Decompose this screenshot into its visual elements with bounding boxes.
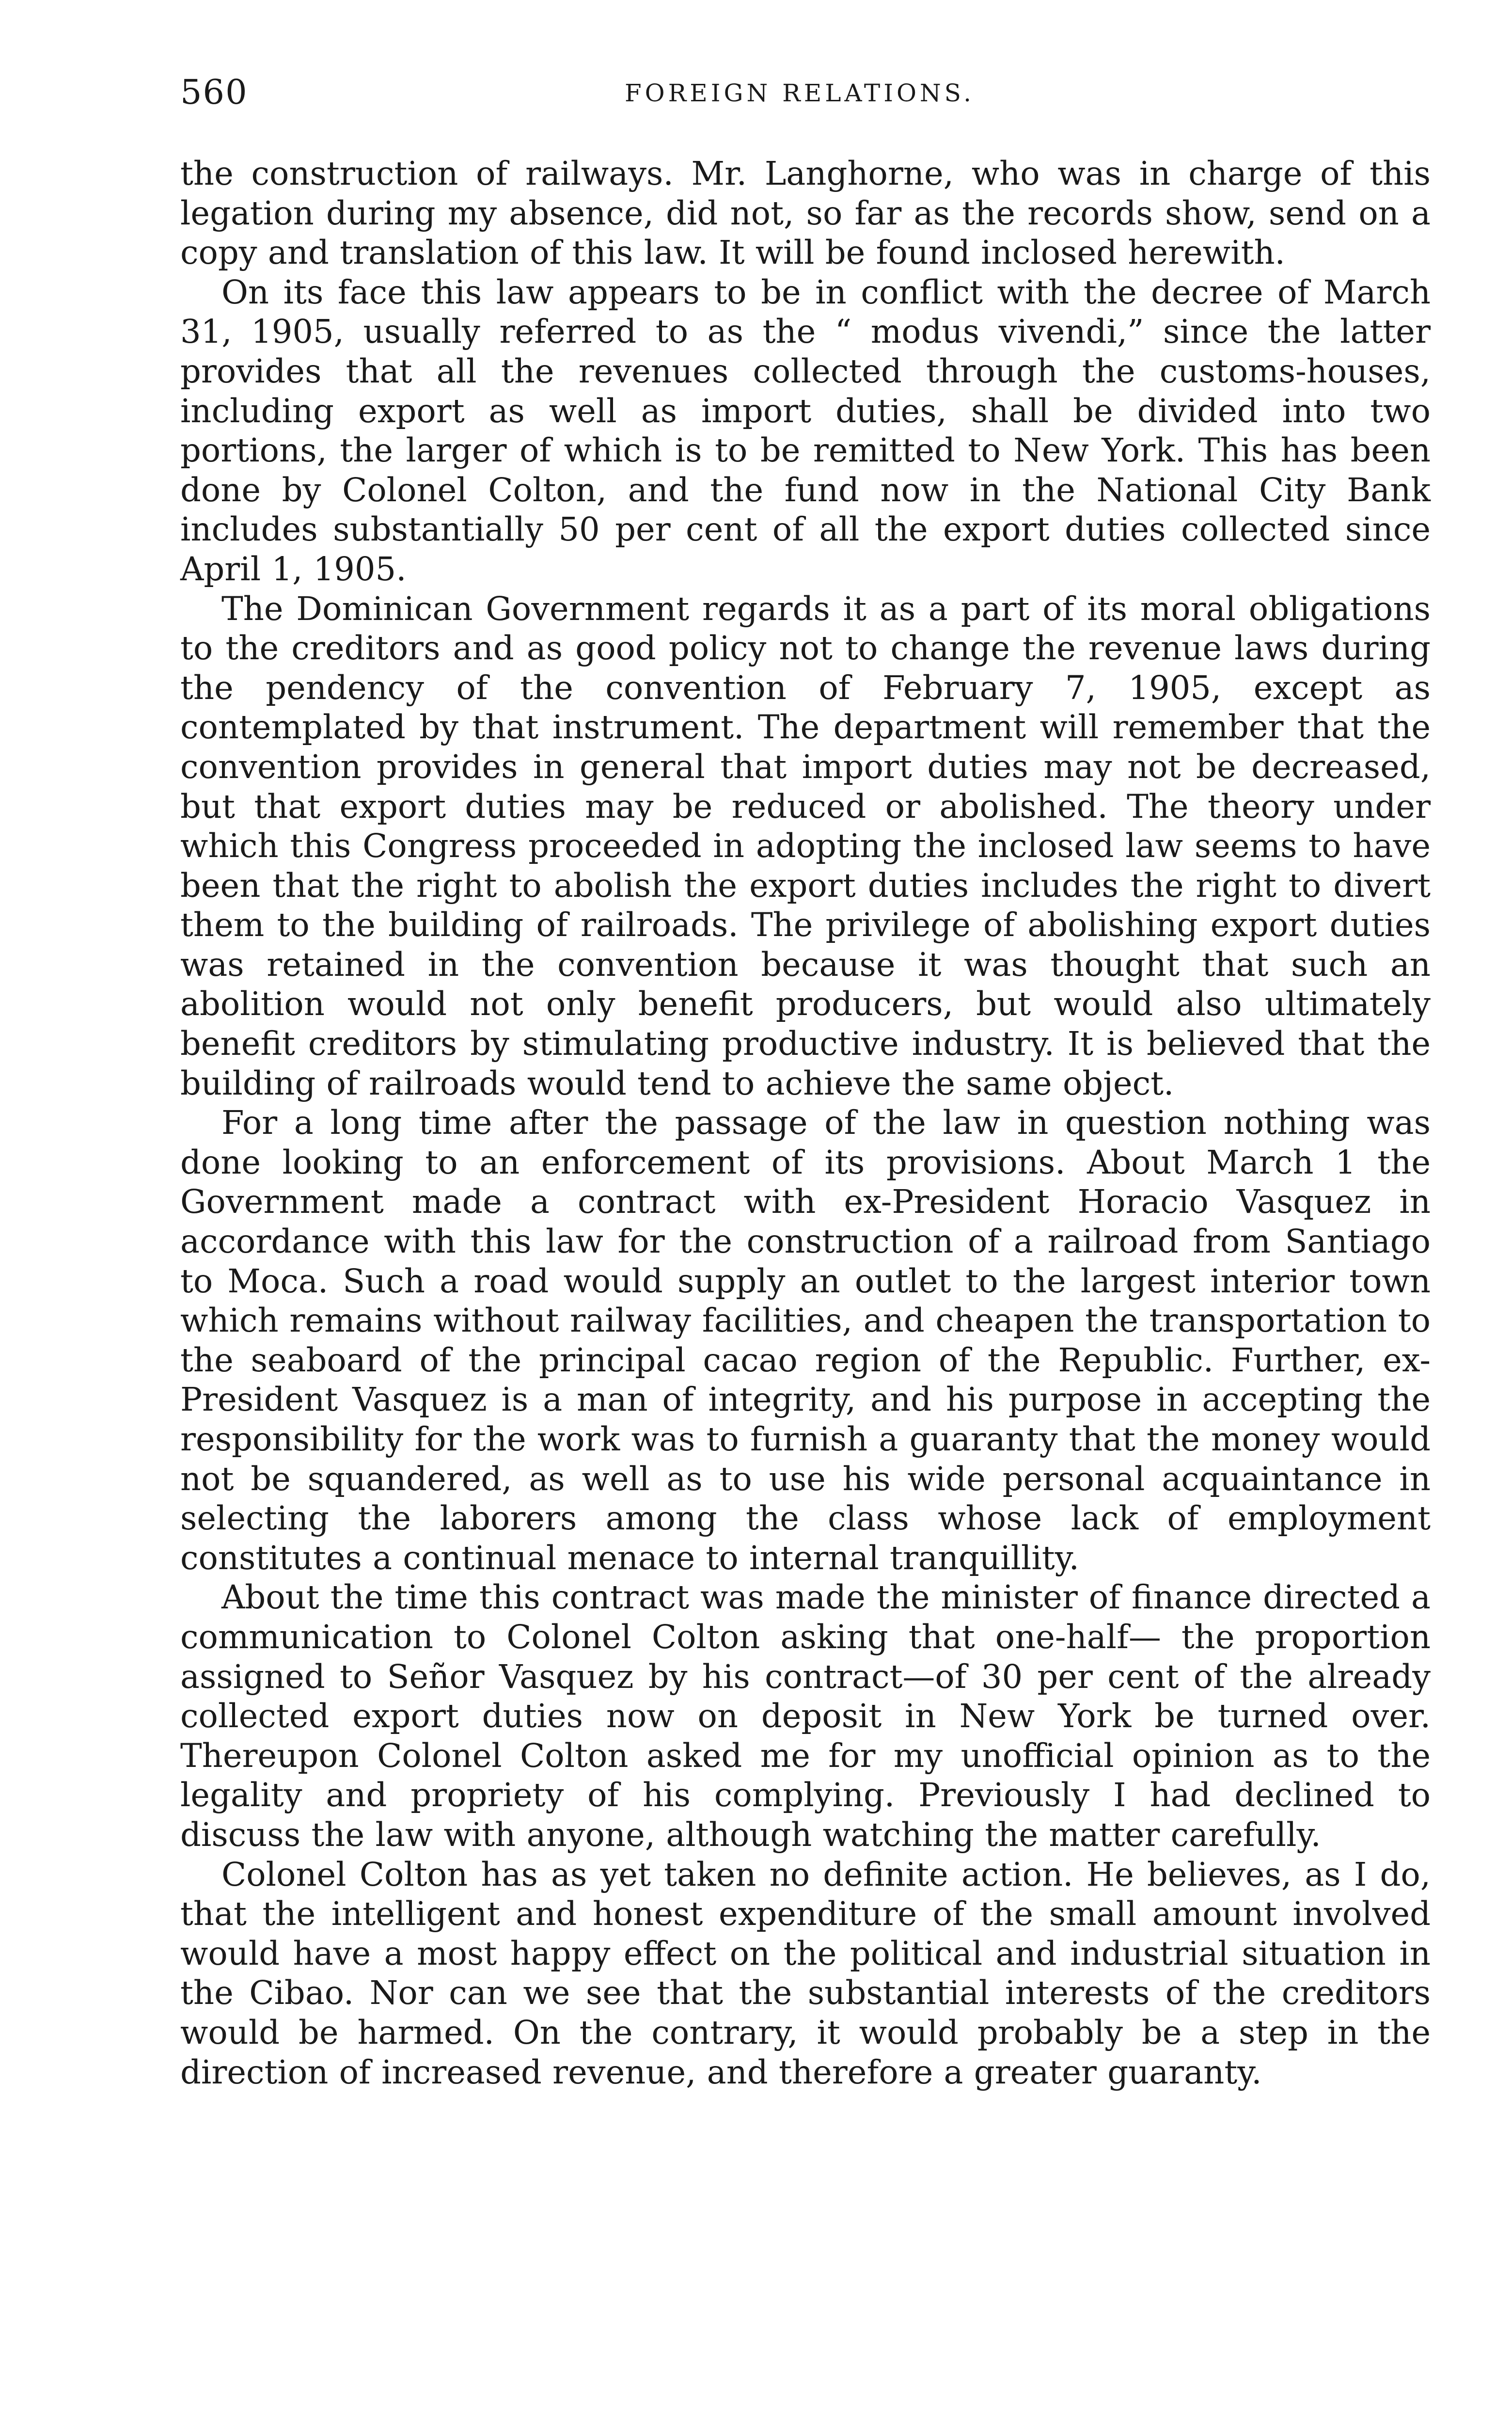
page-number: 560 [180,72,248,112]
paragraph-modus-vivendi: On its face this law appears to be in conflict with the decree of March 31, 1905, usually referred to as the “ modus vivendi,” since the latter provides that all the revenues collected through the customs-houses, including export as well as import duties, shall be divided into two portions, the larger of which is to be remitted to New York. This has been done by Colonel Colton, and the fund now in the National City Bank includes substantially 50 per cent of all the export duties collected since April 1, 1905. [180,273,1431,588]
body-text [180,154,1431,2092]
paragraph-colonel-colton: Colonel Colton has as yet taken no definite action. He believes, as I do, that the intelligent and honest expenditure of the small amount involved would have a most happy effect on the political and industrial situation in the Cibao. Nor can we see that the substantial interests of the creditors would be harmed. On the contrary, it would probably be a step in the direction of increased revenue, and therefore a greater guaranty. [180,1855,1431,2091]
paragraph-minister-of-finance: About the time this contract was made the minister of finance directed a communication to Colonel Colton asking that one-half— the proportion assigned to Señor Vasquez by his contract—of 30 per cent of the already collected export duties now on deposit in New York be turned over. Thereupon Colonel Colton asked me for my unofficial opinion as to the legality and propriety of his complying. Previously I had declined to discuss the law with anyone, although watching the matter carefully. [180,1578,1431,1854]
paragraph-dominican-government: The Dominican Government regards it as a part of its moral obligations to the creditors and as good policy not to change the revenue laws during the pendency of the convention of February 7, 1905, except as contemplated by that instrument. The department will remember that the convention provides in general that import duties may not be decreased, but that export duties may be reduced or abolished. The theory under which this Congress proceeded in adopting the inclosed law seems to have been that the right to abolish the export duties includes the right to divert them to the building of railroads. The privilege of abolishing export duties was retained in the convention because it was thought that such an abolition would not only benefit producers, but would also ultimately benefit creditors by stimulating productive industry. It is believed that the building of railroads would tend to achieve the same object. [180,589,1431,1102]
paragraph-continued: the construction of railways. Mr. Langhorne, who was in charge of this legation during my absence, did not, so far as the records show, send on a copy and translation of this law. It will be found inclosed herewith. [180,155,1431,272]
paragraph-railroad-contract: For a long time after the passage of the law in question nothing was done looking to an enforcement of its provisions. About March 1 the Government made a contract with ex-President Horacio Vasquez in accordance with this law for the construction of a railroad from Santiago to Moca. Such a road would supply an outlet to the largest interior town which remains without railway facilities, and cheapen the transportation to the seaboard of the principal cacao region of the Republic. Further, ex-President Vasquez is a man of integrity, and his purpose in accepting the responsibility for the work was to furnish a guaranty that the money would not be squandered, as well as to use his wide personal acquaintance in selecting the laborers among the class whose lack of employment constitutes a continual menace to internal tranquillity. [180,1104,1431,1577]
running-head: FOREIGN RELATIONS. [624,79,975,107]
